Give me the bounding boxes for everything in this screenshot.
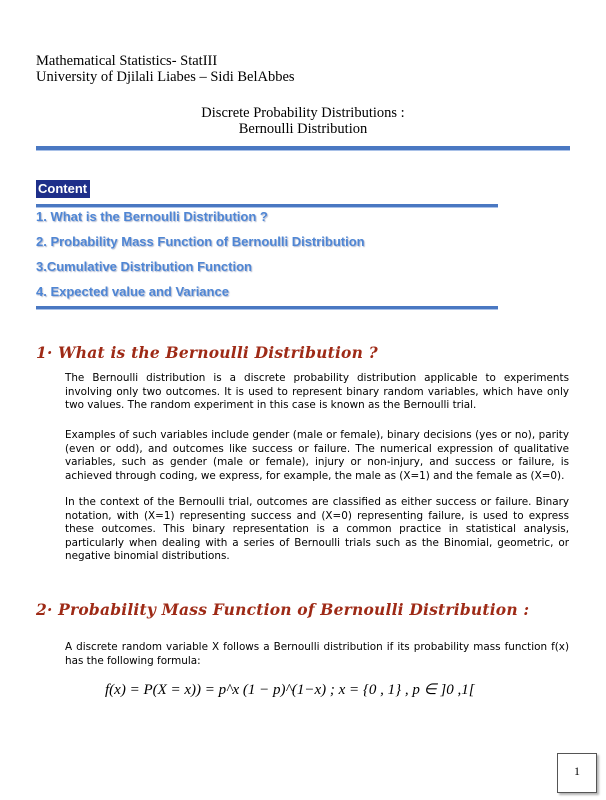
pmf-formula [105, 680, 525, 699]
section-2-paragraph-1: A discrete random variable X follows a Bernoulli distribution if its probability mass function f(x) has the following formula: [65, 641, 569, 667]
section-1-heading: 1· What is the Bernoulli Distribution ? [36, 343, 378, 362]
section-1-paragraph-2: Examples of such variables include gender (male or female), binary decisions (yes or no), parity (even or odd), and outcomes like success or failure. The numerical expression of qualitative variables, such as gender (male or female), injury or non-injury, and success or failure, is achieved through coding, we express, for example, the male as (X=1) and the female as (X=0). [65, 429, 569, 482]
title-line-2: Bernoulli Distribution [238, 121, 368, 137]
toc-item-4[interactable]: 4. Expected value and Variance [36, 284, 229, 299]
university-name: University of Djilali Liabes – Sidi BelAbbes [36, 69, 295, 85]
title-line-1: Discrete Probability Distributions : [201, 105, 405, 121]
title-divider [36, 146, 570, 151]
document-title [0, 105, 606, 137]
page-number: 1 [574, 764, 580, 778]
toc-item-3[interactable]: 3.Cumulative Distribution Function [36, 259, 252, 274]
table-of-contents [36, 209, 365, 309]
page-number-box [557, 753, 597, 793]
section-2-heading: 2· Probability Mass Function of Bernoulli Distribution : [36, 600, 530, 619]
content-badge: Content [36, 180, 90, 198]
course-name: Mathematical Statistics- StatIII [36, 53, 218, 69]
document-header [36, 53, 295, 85]
toc-bottom-divider [36, 306, 498, 310]
pmf-formula-text: f(x) = P(X = x)) = p^x (1 − p)^(1−x) ; x = {0 , 1} , p ∈ ]0 ,1[ [105, 682, 475, 698]
toc-top-divider [36, 204, 498, 208]
toc-item-2[interactable]: 2. Probability Mass Function of Bernoulli Distribution [36, 234, 365, 249]
toc-item-1[interactable]: 1. What is the Bernoulli Distribution ? [36, 209, 268, 224]
section-1-paragraph-1: The Bernoulli distribution is a discrete probability distribution applicable to experiments involving only two outcomes. It is used to represent binary random variables, which have only two values. The random experiment in this case is known as the Bernoulli trial. [65, 372, 569, 411]
section-1-paragraph-3: In the context of the Bernoulli trial, outcomes are classified as either success or failure. Binary notation, with (X=1) representing success and (X=0) representing failure, is used to express these outcomes. This binary representation is a common practice in statistical analysis, particularly when dealing with a series of Bernoulli trials such as the Binomial, geometric, or negative binomial distributions. [65, 496, 569, 562]
